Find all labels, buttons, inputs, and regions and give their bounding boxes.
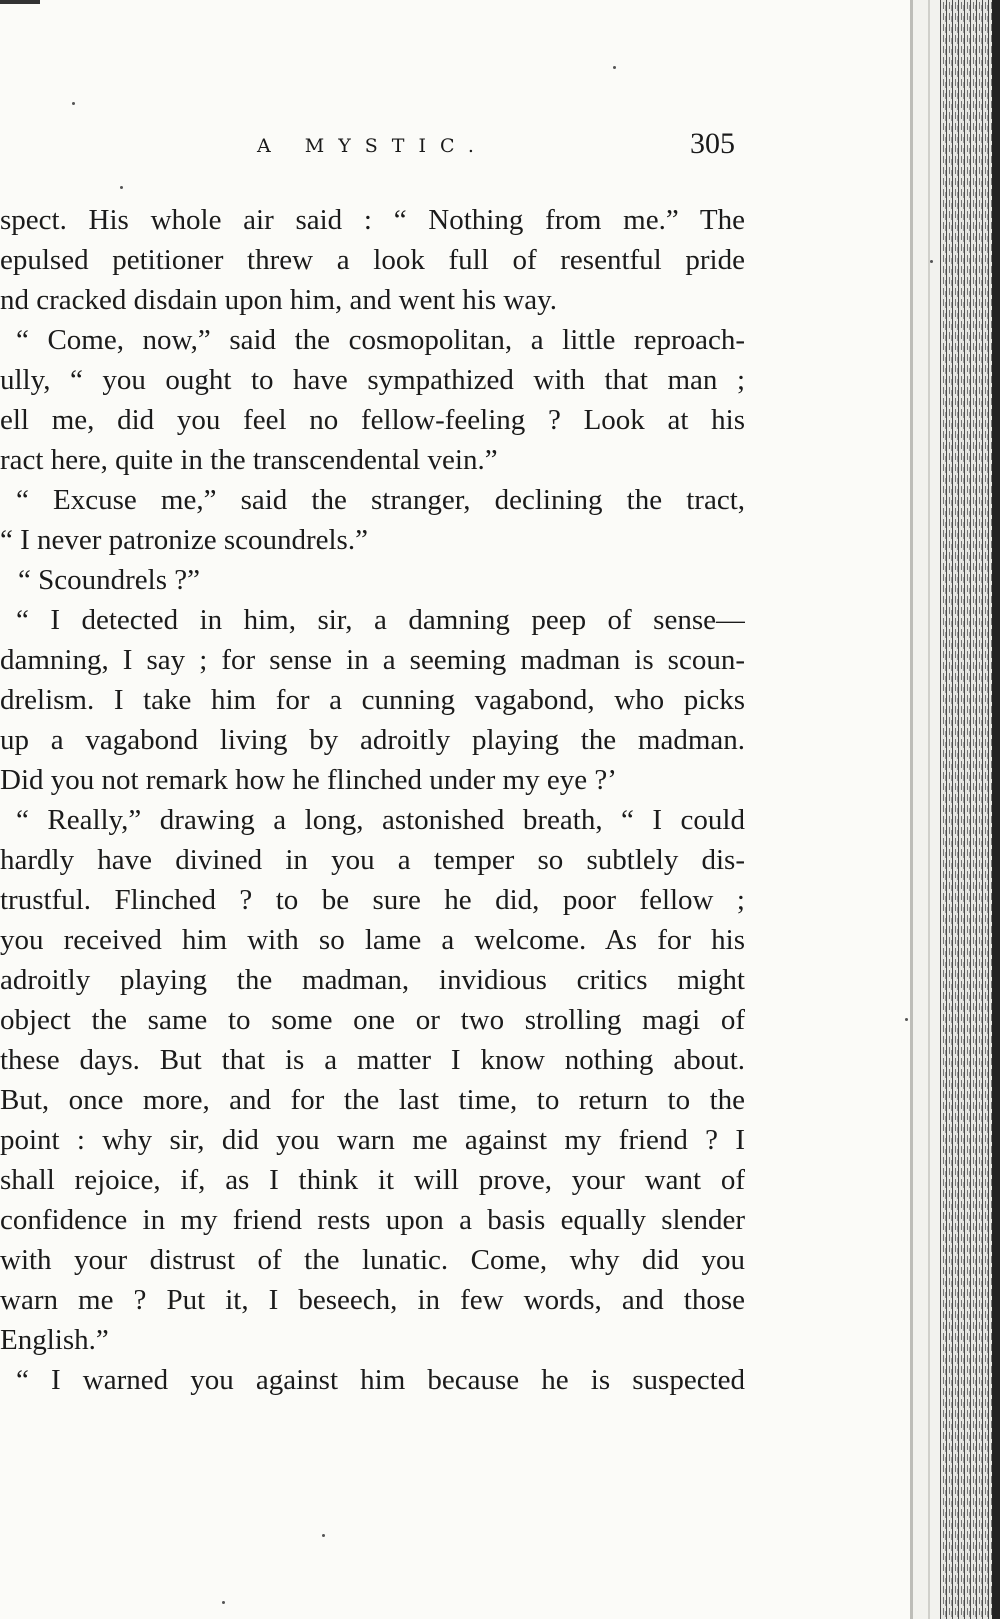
body-text	[0, 200, 760, 1440]
text-line-27: with your distrust of the lunatic. Come, why did you	[0, 1244, 745, 1276]
page-edge-texture	[910, 0, 1000, 1619]
text-line-22: these days. But that is a matter I know nothing about.	[0, 1044, 745, 1076]
running-head	[0, 125, 1000, 171]
text-line-2: epulsed petitioner threw a look full of resentful pride	[0, 244, 745, 276]
text-line-10: “ Scoundrels ?”	[18, 564, 200, 596]
text-line-1: spect. His whole air said : “ Nothing from me.” The	[0, 204, 745, 236]
paper-speck	[905, 1018, 908, 1021]
text-line-7: ract here, quite in the transcendental vein.”	[0, 444, 498, 476]
text-line-19: you received him with so lame a welcome. As for his	[0, 924, 745, 956]
paper-speck	[120, 186, 123, 189]
text-line-14: up a vagabond living by adroitly playing the madman.	[0, 724, 745, 756]
text-line-6: ell me, did you feel no fellow-feeling ? Look at his	[0, 404, 745, 436]
paper-speck	[72, 102, 75, 105]
paper-speck	[930, 260, 933, 263]
text-line-26: confidence in my friend rests upon a basis equally slender	[0, 1204, 745, 1236]
page-number: 305	[690, 127, 735, 160]
text-line-5: ully, “ you ought to have sympathized with that man ;	[0, 364, 745, 396]
paper-speck	[322, 1534, 325, 1537]
paper-speck	[222, 1601, 225, 1604]
text-line-9: “ I never patronize scoundrels.”	[0, 524, 368, 556]
text-line-13: drelism. I take him for a cunning vagabond, who picks	[0, 684, 745, 716]
text-line-30: “ I warned you against him because he is suspected	[16, 1364, 745, 1396]
text-line-3: nd cracked disdain upon him, and went his way.	[0, 284, 558, 316]
text-line-16: “ Really,” drawing a long, astonished breath, “ I could	[16, 804, 745, 836]
text-line-18: trustful. Flinched ? to be sure he did, poor fellow ;	[0, 884, 745, 916]
text-line-29: English.”	[0, 1324, 109, 1356]
text-line-23: But, once more, and for the last time, to return to the	[0, 1084, 745, 1116]
text-line-8: “ Excuse me,” said the stranger, declining the tract,	[16, 484, 745, 516]
text-line-28: warn me ? Put it, I beseech, in few words, and those	[0, 1284, 745, 1316]
paper-speck	[613, 66, 616, 69]
text-line-24: point : why sir, did you warn me against my friend ? I	[0, 1124, 745, 1156]
top-rule	[0, 0, 40, 4]
text-line-15: Did you not remark how he flinched under my eye ?’	[0, 764, 617, 796]
text-line-20: adroitly playing the madman, invidious critics might	[0, 964, 745, 996]
text-line-25: shall rejoice, if, as I think it will prove, your want of	[0, 1164, 745, 1196]
text-line-11: “ I detected in him, sir, a damning peep of sense—	[16, 604, 745, 636]
text-line-17: hardly have divined in you a temper so subtlely dis-	[0, 844, 745, 876]
text-line-12: damning, I say ; for sense in a seeming madman is scoun-	[0, 644, 745, 676]
running-head-title: A MYSTIC.	[257, 135, 488, 157]
text-line-4: “ Come, now,” said the cosmopolitan, a little reproach-	[16, 324, 745, 356]
text-line-21: object the same to some one or two strolling magi of	[0, 1004, 745, 1036]
